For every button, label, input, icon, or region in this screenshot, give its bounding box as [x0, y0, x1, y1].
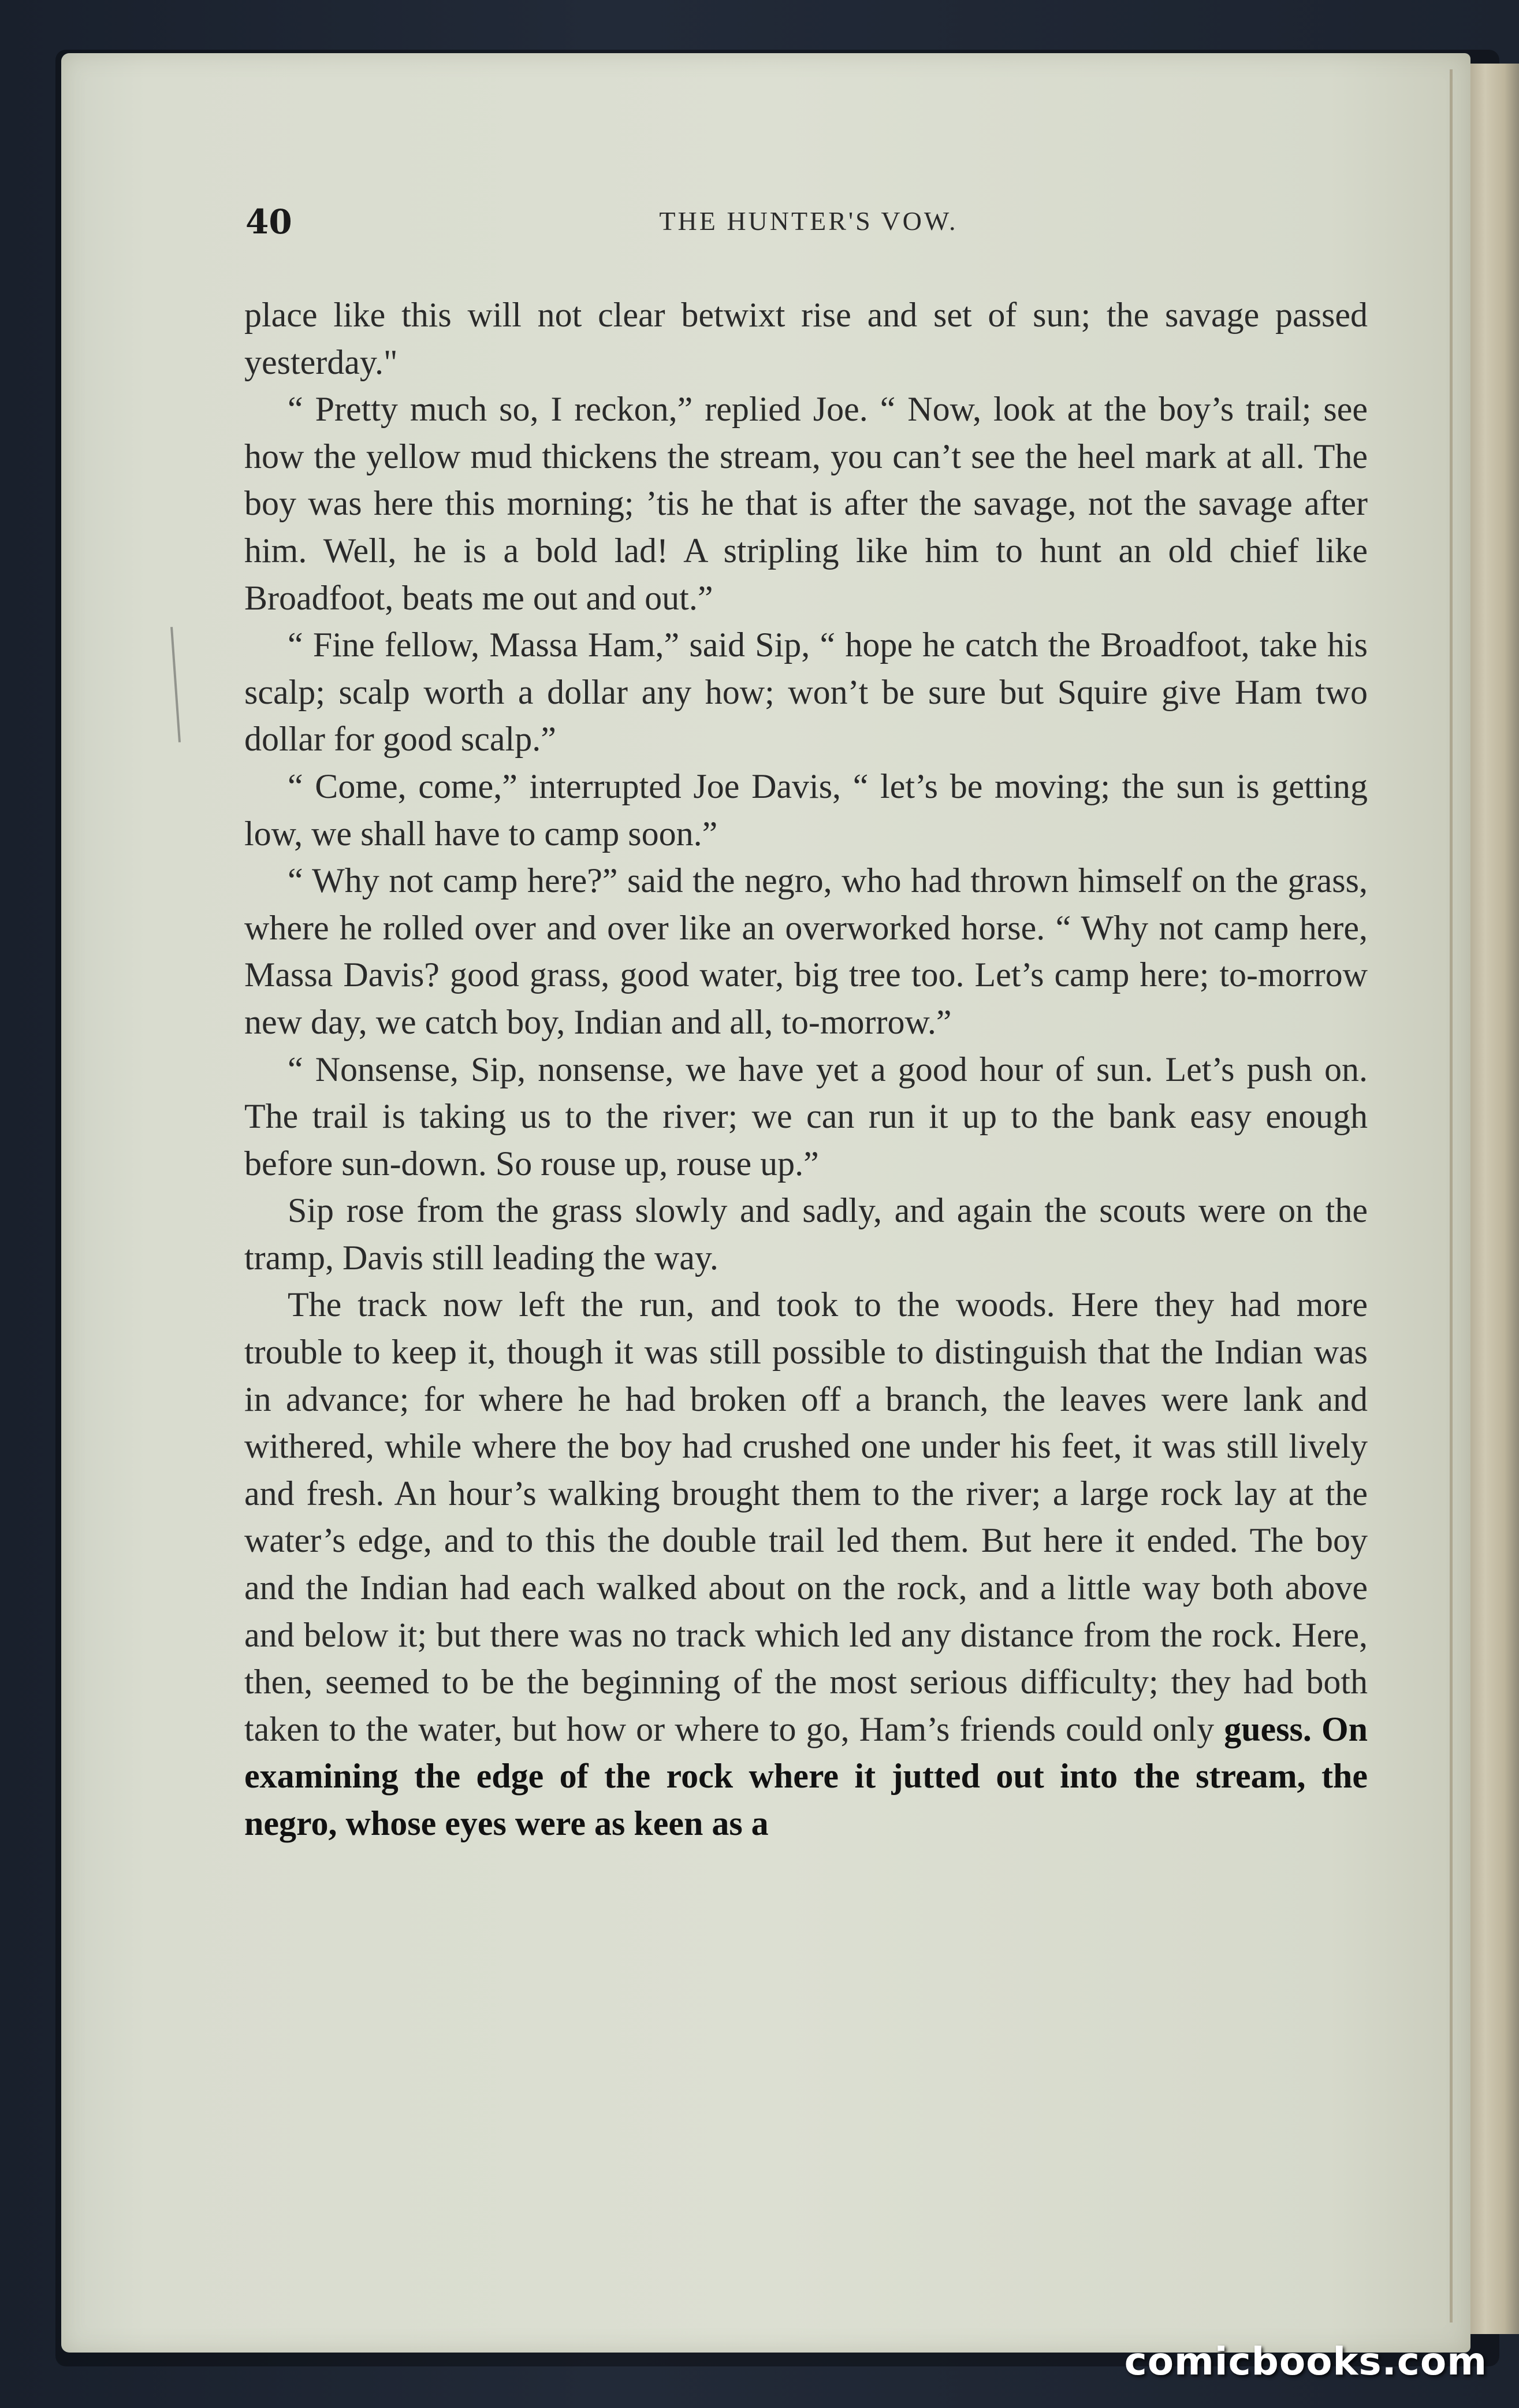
paragraph-8-text: The track now left the run, and took to the woods. Here they had more trouble to keep it, though it was still possible to distinguish that the Indian was in advance; for where he had broken off a branch, the leaves were lank and withered, while where the boy had crushed one under his feet, it was still lively and fresh. An hour’s walking brought them to the river; a large rock lay at the water’s edge, and to this the double trail led them. But here it ended. The boy and the Indian had each walked about on the rock, and a little way both above and below it; but there was no track which led any distance from the rock. Here, then, seemed to be the beginning of the most serious difficulty; they had both taken to the water, but how or where to go, Ham’s friends could only: [244, 1285, 1368, 1748]
paragraph-4: “ Come, come,” interrupted Joe Davis, “ let’s be moving; the sun is getting low, we shall have to camp soon.”: [244, 767, 1368, 853]
page-edge: [1470, 64, 1519, 2334]
site-watermark: comicbooks.com: [1124, 2339, 1487, 2384]
paragraph-3: “ Fine fellow, Massa Ham,” said Sip, “ hope he catch the Broadfoot, take his scalp; scalp worth a dollar any how; won’t be sure but Squire give Ham two dollar for good scalp.”: [244, 626, 1368, 759]
body-text: [244, 292, 1368, 1848]
paragraph-7: Sip rose from the grass slowly and sadly, and again the scouts were on the tramp, Davis still leading the way.: [244, 1191, 1368, 1277]
page-number: 40: [245, 202, 292, 241]
running-head: [245, 202, 1372, 248]
paragraph-6: “ Nonsense, Sip, nonsense, we have yet a good hour of sun. Let’s push on. The trail is taking us to the river; we can run it up to the bank easy enough before sun-down. So rouse up, rouse up.”: [244, 1050, 1368, 1183]
paragraph-8-heavy-ink: guess. On examining the edge of the rock where it jutted out into the stream, the negro, whose eyes were as keen as a: [244, 1710, 1368, 1842]
paragraph-1: place like this will not clear betwixt rise and set of sun; the savage passed yesterday.": [244, 296, 1368, 381]
page-fold-line: [1450, 69, 1453, 2322]
running-title: THE HUNTER'S VOW.: [659, 206, 958, 236]
paragraph-2: “ Pretty much so, I reckon,” replied Joe. “ Now, look at the boy’s trail; see how the yellow mud thickens the stream, you can’t see the heel mark at all. The boy was here this morning; ’tis he that is after the savage, not the savage after him. Well, he is a bold lad! A stripling like him to hunt an old chief like Broadfoot, beats me out and out.”: [244, 390, 1368, 617]
paragraph-5: “ Why not camp here?” said the negro, who had thrown himself on the grass, where he rolled over and over like an overworked horse. “ Why not camp here, Massa Davis? good grass, good water, big tree too. Let’s camp here; to-morrow new day, we catch boy, Indian and all, to-morrow.”: [244, 861, 1368, 1041]
paragraph-8: [244, 1281, 1368, 1847]
